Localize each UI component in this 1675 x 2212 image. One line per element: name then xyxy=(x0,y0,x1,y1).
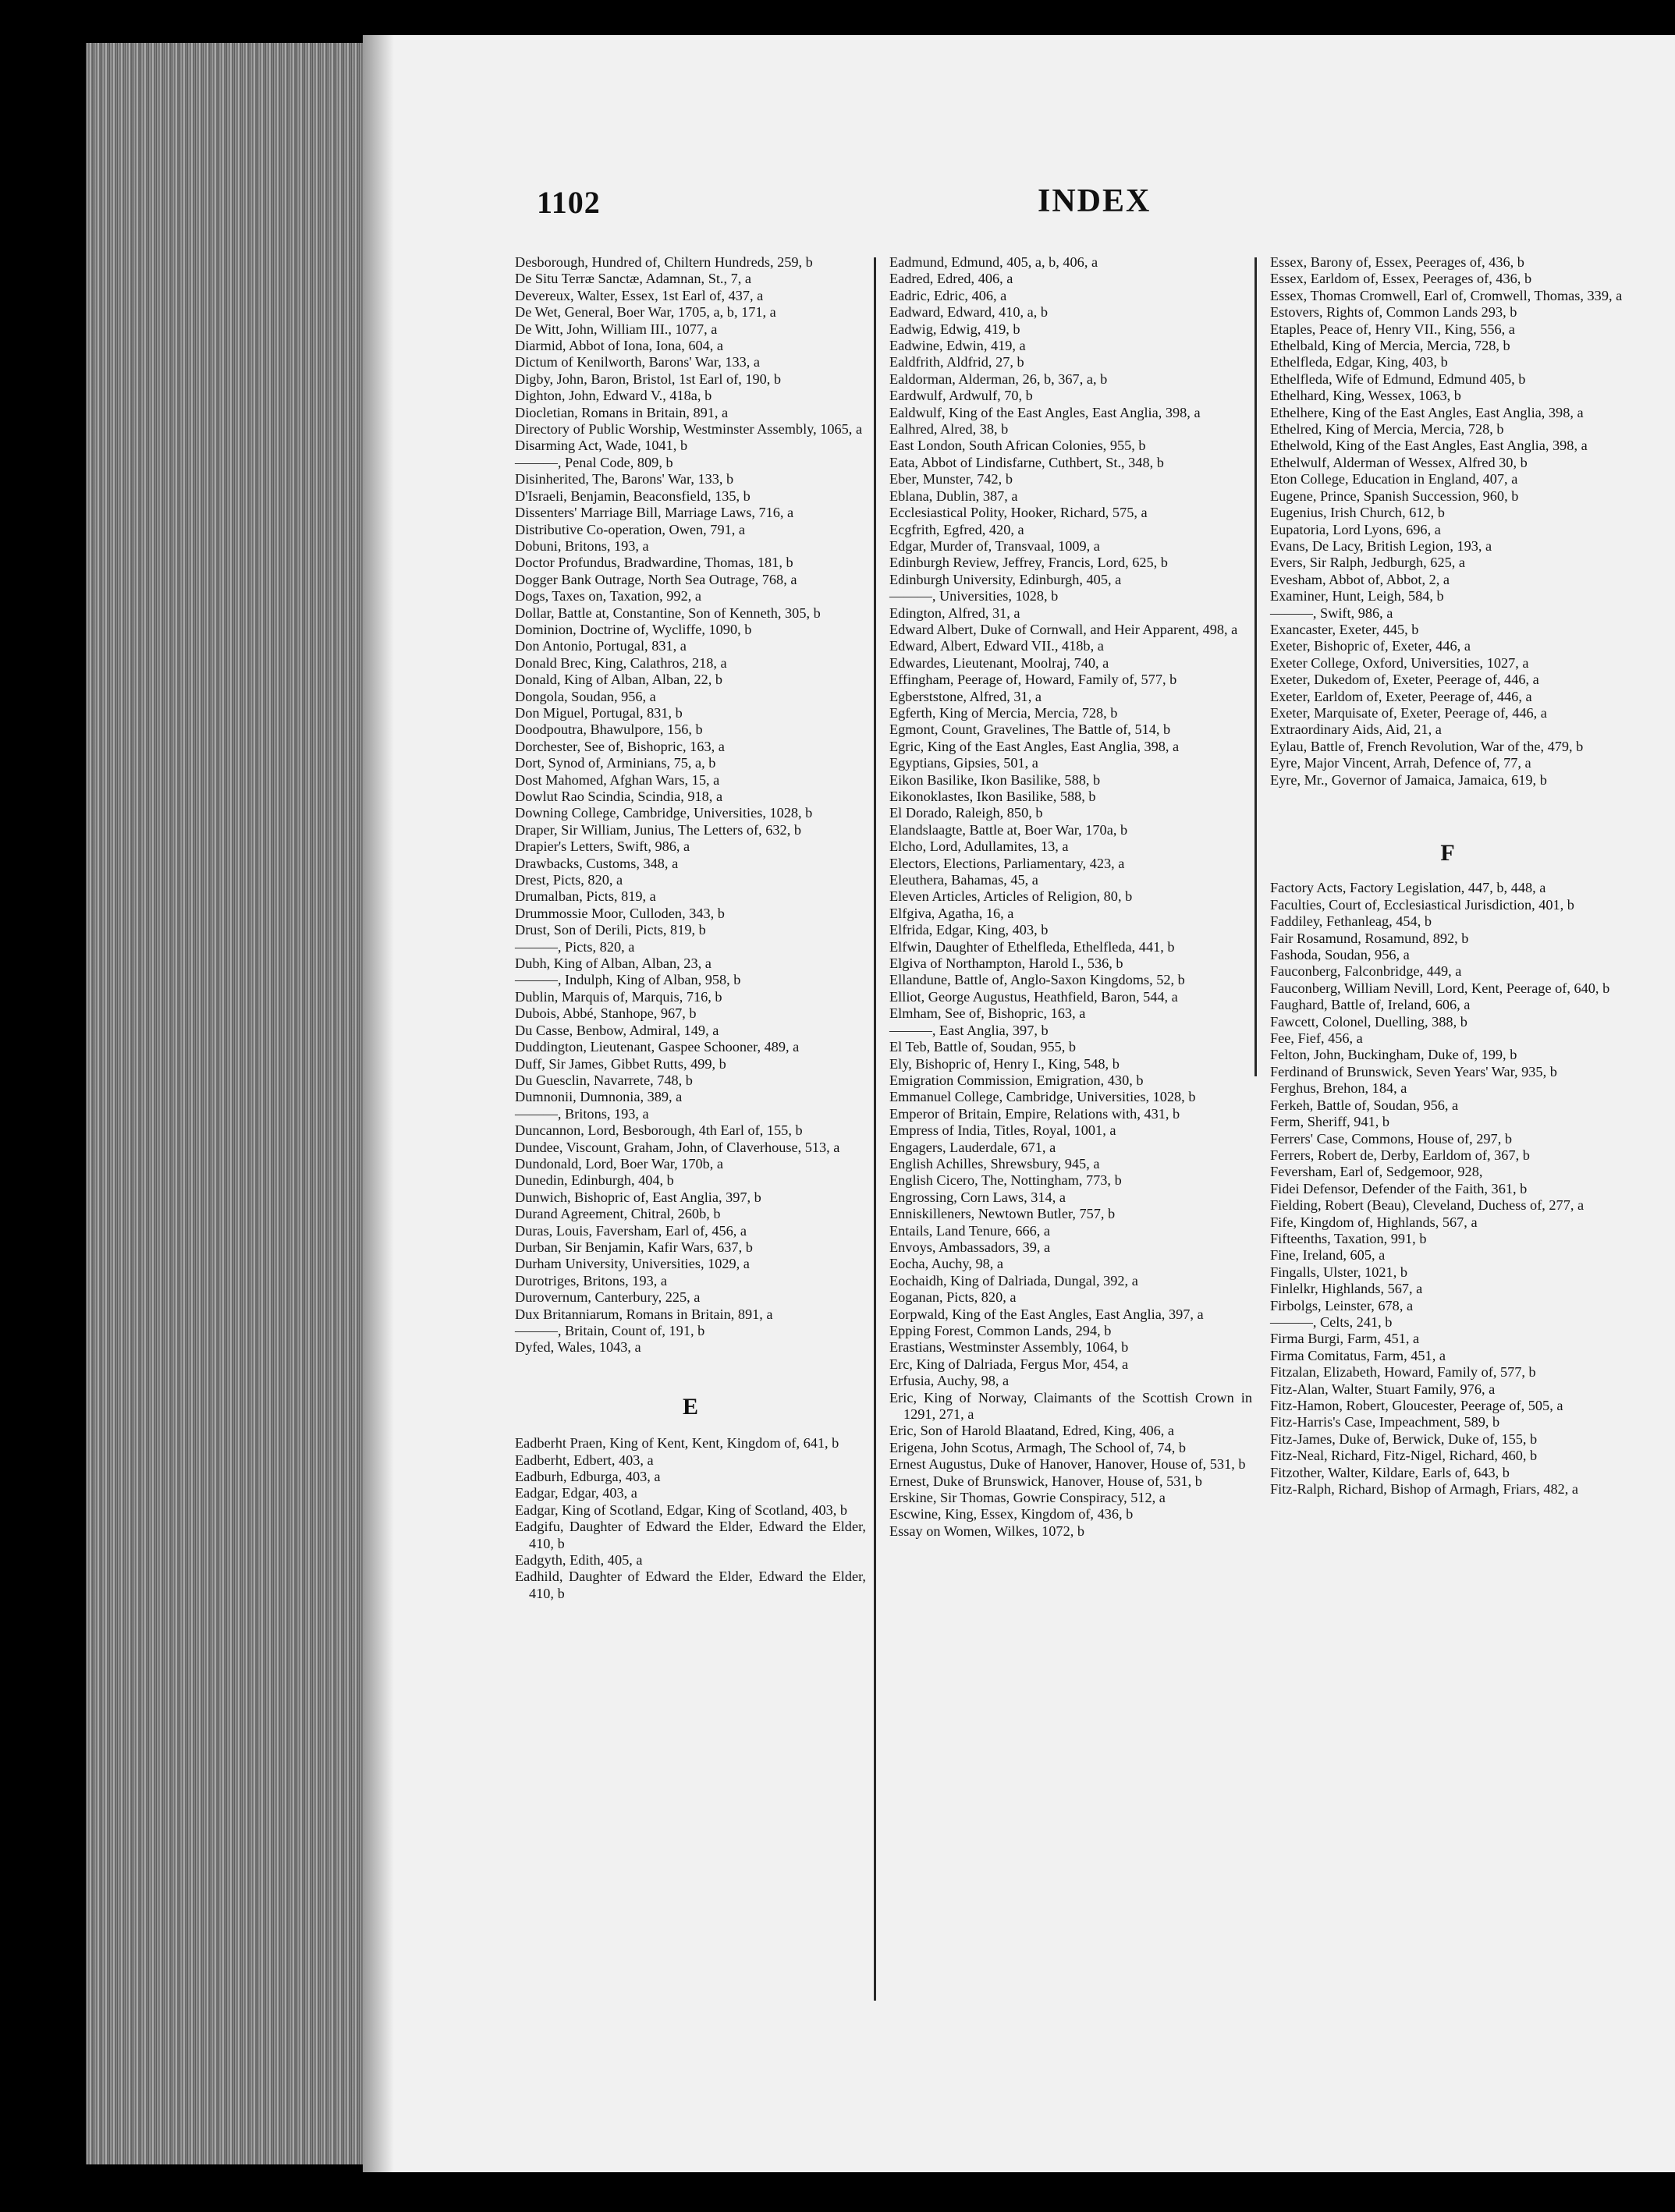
index-entry: Eadgifu, Daughter of Edward the Elder, Edward the Elder, 410, b xyxy=(515,1519,866,1551)
index-entry: Ferrers, Robert de, Derby, Earldom of, 367, b xyxy=(1270,1147,1530,1163)
index-entry: Ellandune, Battle of, Anglo-Saxon Kingdoms, 52, b xyxy=(889,972,1185,988)
column-rule-right xyxy=(1254,257,1257,1076)
index-entry: Directory of Public Worship, Westminster Assembly, 1065, a xyxy=(515,421,863,438)
index-entry: Exeter, Bishopric of, Exeter, 446, a xyxy=(1270,638,1471,654)
index-entry: Fitz-Ralph, Richard, Bishop of Armagh, Friars, 482, a xyxy=(1270,1481,1579,1498)
index-entry: Exancaster, Exeter, 445, b xyxy=(1270,621,1419,637)
index-entry: Eikon Basilike, Ikon Basilike, 588, b xyxy=(889,771,1101,788)
index-entry: Ferrers' Case, Commons, House of, 297, b xyxy=(1270,1130,1512,1147)
index-entry: Durban, Sir Benjamin, Kafir Wars, 637, b xyxy=(515,1239,753,1255)
index-entry: Ethelwold, King of the East Angles, East Anglia, 398, a xyxy=(1270,438,1588,454)
index-entry: El Dorado, Raleigh, 850, b xyxy=(889,805,1043,821)
index-entry: Edinburgh University, Edinburgh, 405, a xyxy=(889,571,1122,587)
index-entry: Diocletian, Romans in Britain, 891, a xyxy=(515,404,729,420)
index-entry: Durotriges, Britons, 193, a xyxy=(515,1272,667,1289)
index-entry: Dogs, Taxes on, Taxation, 992, a xyxy=(515,588,701,604)
index-entry: Fitz-James, Duke of, Berwick, Duke of, 155, b xyxy=(1270,1430,1538,1447)
index-entry: Electors, Elections, Parliamentary, 423, a xyxy=(889,855,1125,871)
index-entry: Fitz-Harris's Case, Impeachment, 589, b xyxy=(1270,1414,1500,1430)
index-column-3 xyxy=(1270,254,1625,1498)
index-entry: Ethelfleda, Wife of Edmund, Edmund 405, b xyxy=(1270,370,1526,387)
index-entry: Drumalban, Picts, 819, a xyxy=(515,888,656,905)
index-entry: Fair Rosamund, Rosamund, 892, b xyxy=(1270,930,1469,946)
index-entry: Eric, King of Norway, Claimants of the Scottish Crown in 1291, 271, a xyxy=(889,1389,1252,1423)
index-entry: Etaples, Peace of, Henry VII., King, 556, a xyxy=(1270,321,1515,337)
index-entry: Ethelhard, King, Wessex, 1063, b xyxy=(1270,388,1461,404)
index-entry: Donald Brec, King, Calathros, 218, a xyxy=(515,654,727,671)
index-entry: Felton, John, Buckingham, Duke of, 199, b xyxy=(1270,1047,1517,1063)
section-letter-heading: F xyxy=(1440,840,1455,866)
index-entry: Fine, Ireland, 605, a xyxy=(1270,1247,1386,1264)
index-entry: English Achilles, Shrewsbury, 945, a xyxy=(889,1155,1100,1172)
index-entry: Entails, Land Tenure, 666, a xyxy=(889,1222,1051,1239)
index-entry: Fee, Fief, 456, a xyxy=(1270,1030,1363,1047)
index-entry: De Witt, John, William III., 1077, a xyxy=(515,321,718,337)
index-entry: Eikonoklastes, Ikon Basilike, 588, b xyxy=(889,789,1096,804)
index-entry: Elgiva of Northampton, Harold I., 536, b xyxy=(889,955,1123,972)
index-entry: East London, South African Colonies, 955, b xyxy=(889,438,1146,454)
index-entry: Downing College, Cambridge, Universities, 1028, b xyxy=(515,805,813,821)
index-entry: Egmont, Count, Gravelines, The Battle of, 514, b xyxy=(889,721,1171,738)
index-entry: ———, Penal Code, 809, b xyxy=(515,454,673,470)
column-rule-left xyxy=(874,257,876,2001)
index-entry: Drest, Picts, 820, a xyxy=(515,872,623,888)
index-entry: Eupatoria, Lord Lyons, 696, a xyxy=(1270,521,1441,537)
index-entry: Empress of India, Titles, Royal, 1001, a xyxy=(889,1122,1116,1139)
index-entry: Dost Mahomed, Afghan Wars, 15, a xyxy=(515,771,720,788)
index-entry: Du Casse, Benbow, Admiral, 149, a xyxy=(515,1022,719,1038)
index-entry: Fifteenths, Taxation, 991, b xyxy=(1270,1230,1427,1246)
index-entry: Eyre, Major Vincent, Arrah, Defence of, 77, a xyxy=(1270,755,1531,771)
index-entry: Examiner, Hunt, Leigh, 584, b xyxy=(1270,588,1444,604)
index-entry: Duddington, Lieutenant, Gaspee Schooner, 489, a xyxy=(515,1039,800,1055)
index-entry: Eadward, Edward, 410, a, b xyxy=(889,304,1049,321)
index-entry: Eadgar, King of Scotland, Edgar, King of Scotland, 403, b xyxy=(515,1501,848,1518)
index-entry: Duncannon, Lord, Besborough, 4th Earl of, 155, b xyxy=(515,1122,803,1139)
index-entry: Extraordinary Aids, Aid, 21, a xyxy=(1270,721,1442,738)
index-entry: El Teb, Battle of, Soudan, 955, b xyxy=(889,1039,1077,1055)
index-entry: Dogger Bank Outrage, North Sea Outrage, 768, a xyxy=(515,571,797,587)
index-entry: Du Guesclin, Navarrete, 748, b xyxy=(515,1072,693,1088)
index-entry: Firbolgs, Leinster, 678, a xyxy=(1270,1297,1414,1313)
index-entry: Erfusia, Auchy, 98, a xyxy=(889,1373,1010,1389)
index-entry: Dumnonii, Dumnonia, 389, a xyxy=(515,1089,683,1105)
index-entry: Ferm, Sheriff, 941, b xyxy=(1270,1114,1390,1130)
index-entry: Firma Comitatus, Farm, 451, a xyxy=(1270,1347,1446,1363)
index-entry: Drust, Son of Derili, Picts, 819, b xyxy=(515,922,706,938)
index-entry: Eorpwald, King of the East Angles, East Anglia, 397, a xyxy=(889,1306,1204,1322)
index-entry: Durovernum, Canterbury, 225, a xyxy=(515,1289,701,1306)
index-entry: Disarming Act, Wade, 1041, b xyxy=(515,438,688,454)
index-entry: Ferkeh, Battle of, Soudan, 956, a xyxy=(1270,1097,1459,1113)
index-entry: Desborough, Hundred of, Chiltern Hundreds, 259, b xyxy=(515,254,813,270)
index-entry: Dundee, Viscount, Graham, John, of Claverhouse, 513, a xyxy=(515,1139,840,1155)
index-entry: Engrossing, Corn Laws, 314, a xyxy=(889,1189,1066,1205)
index-entry: Elcho, Lord, Adullamites, 13, a xyxy=(889,838,1069,855)
index-entry: Eadberht, Edbert, 403, a xyxy=(515,1452,654,1468)
index-entry: Essex, Earldom of, Essex, Peerages of, 436, b xyxy=(1270,271,1532,287)
index-entry: Dictum of Kenilworth, Barons' War, 133, a xyxy=(515,354,761,370)
index-entry: ———, Britons, 193, a xyxy=(515,1105,649,1122)
index-entry: Factory Acts, Factory Legislation, 447, b, 448, a xyxy=(1270,880,1546,896)
index-entry: English Cicero, The, Nottingham, 773, b xyxy=(889,1172,1122,1189)
index-entry: Eardwulf, Ardwulf, 70, b xyxy=(889,388,1033,404)
index-entry: Edinburgh Review, Jeffrey, Francis, Lord, 625, b xyxy=(889,555,1168,571)
index-entry: Eochaidh, King of Dalriada, Dungal, 392, a xyxy=(889,1272,1138,1289)
index-entry: Envoys, Ambassadors, 39, a xyxy=(889,1239,1051,1255)
index-entry: Elfwin, Daughter of Ethelfleda, Ethelfleda, 441, b xyxy=(889,938,1175,955)
index-entry: Essex, Barony of, Essex, Peerages of, 436, b xyxy=(1270,254,1524,270)
index-entry: Durand Agreement, Chitral, 260b, b xyxy=(515,1206,721,1222)
index-entry: Eber, Munster, 742, b xyxy=(889,471,1013,487)
index-entry: Drummossie Moor, Culloden, 343, b xyxy=(515,905,725,921)
index-entry: Dubh, King of Alban, Alban, 23, a xyxy=(515,955,712,972)
index-entry: Egberststone, Alfred, 31, a xyxy=(889,688,1042,704)
index-entry: Fitz-Hamon, Robert, Gloucester, Peerage of, 505, a xyxy=(1270,1398,1563,1413)
index-entry: Dux Britanniarum, Romans in Britain, 891, a xyxy=(515,1306,773,1322)
index-entry: Edgar, Murder of, Transvaal, 1009, a xyxy=(889,537,1100,554)
index-entry: Fauconberg, Falconbridge, 449, a xyxy=(1270,963,1462,980)
index-entry: Evers, Sir Ralph, Jedburgh, 625, a xyxy=(1270,555,1465,571)
index-entry: Durham University, Universities, 1029, a xyxy=(515,1256,750,1272)
index-entry: Faughard, Battle of, Ireland, 606, a xyxy=(1270,997,1471,1013)
index-entry: Emperor of Britain, Empire, Relations with, 431, b xyxy=(889,1105,1180,1122)
index-entry: Eadwine, Edwin, 419, a xyxy=(889,338,1026,354)
index-entry: Ealdwulf, King of the East Angles, East Anglia, 398, a xyxy=(889,404,1201,420)
section-letter-heading: E xyxy=(682,1393,698,1420)
index-entry: Ferdinand of Brunswick, Seven Years' War, 935, b xyxy=(1270,1063,1557,1079)
index-entry: Eocha, Auchy, 98, a xyxy=(889,1256,1004,1272)
index-entry: Eadhild, Daughter of Edward the Elder, Edward the Elder, 410, b xyxy=(515,1569,866,1601)
index-entry: Fashoda, Soudan, 956, a xyxy=(1270,947,1410,963)
page-number: 1102 xyxy=(537,185,601,220)
index-entry: Fitzother, Walter, Kildare, Earls of, 643, b xyxy=(1270,1464,1510,1480)
index-entry: ———, Picts, 820, a xyxy=(515,938,635,955)
index-entry: Dobuni, Britons, 193, a xyxy=(515,537,649,554)
index-entry: ———, East Anglia, 397, b xyxy=(889,1022,1049,1038)
index-entry: Ealhred, Alred, 38, b xyxy=(889,421,1009,438)
index-entry: Eyre, Mr., Governor of Jamaica, Jamaica, 619, b xyxy=(1270,771,1547,788)
index-entry: Eadmund, Edmund, 405, a, b, 406, a xyxy=(889,254,1098,270)
index-entry: Dublin, Marquis of, Marquis, 716, b xyxy=(515,988,722,1005)
index-entry: Essex, Thomas Cromwell, Earl of, Cromwell, Thomas, 339, a xyxy=(1270,287,1623,303)
index-entry: Devereux, Walter, Essex, 1st Earl of, 437, a xyxy=(515,287,764,303)
index-entry: Eadburh, Edburga, 403, a xyxy=(515,1469,661,1485)
index-entry: Dorchester, See of, Bishopric, 163, a xyxy=(515,738,725,754)
index-entry: Eadred, Edred, 406, a xyxy=(889,271,1013,287)
index-entry: Dominion, Doctrine of, Wycliffe, 1090, b xyxy=(515,621,752,637)
index-entry: Fielding, Robert (Beau), Cleveland, Duchess of, 277, a xyxy=(1270,1197,1585,1214)
index-entry: Eton College, Education in England, 407, a xyxy=(1270,471,1518,487)
index-entry: Dongola, Soudan, 956, a xyxy=(515,688,656,704)
index-entry: Elandslaagte, Battle at, Boer War, 170a, b xyxy=(889,821,1128,838)
index-entry: Eadberht Praen, King of Kent, Kent, Kingdom of, 641, b xyxy=(515,1435,839,1452)
index-entry: Dundonald, Lord, Boer War, 170b, a xyxy=(515,1155,724,1172)
index-entry: Egyptians, Gipsies, 501, a xyxy=(889,755,1038,771)
index-entry: Draper, Sir William, Junius, The Letters of, 632, b xyxy=(515,821,801,838)
index-entry: ———, Swift, 986, a xyxy=(1270,604,1393,621)
index-entry: Doctor Profundus, Bradwardine, Thomas, 181, b xyxy=(515,555,793,571)
index-entry: Erc, King of Dalriada, Fergus Mor, 454, a xyxy=(889,1356,1129,1372)
index-entry: Distributive Co-operation, Owen, 791, a xyxy=(515,521,745,537)
index-entry: Erskine, Sir Thomas, Gowrie Conspiracy, 512, a xyxy=(889,1490,1166,1506)
index-entry: Fife, Kingdom of, Highlands, 567, a xyxy=(1270,1214,1478,1230)
index-entry: Dollar, Battle at, Constantine, Son of Kenneth, 305, b xyxy=(515,604,821,621)
index-entry: Eleven Articles, Articles of Religion, 80, b xyxy=(889,888,1133,905)
index-entry: Dyfed, Wales, 1043, a xyxy=(515,1339,641,1356)
index-entry: Fawcett, Colonel, Duelling, 388, b xyxy=(1270,1013,1467,1030)
index-entry: Finlelkr, Highlands, 567, a xyxy=(1270,1281,1423,1297)
index-entry: Digby, John, Baron, Bristol, 1st Earl of, 190, b xyxy=(515,370,782,387)
index-entry: Ely, Bishopric of, Henry I., King, 548, b xyxy=(889,1055,1120,1072)
index-entry: Ethelfleda, Edgar, King, 403, b xyxy=(1270,354,1448,370)
index-entry: Diarmid, Abbot of Iona, Iona, 604, a xyxy=(515,338,724,354)
index-entry: Ealdorman, Alderman, 26, b, 367, a, b xyxy=(889,370,1108,387)
index-entry: Eugenius, Irish Church, 612, b xyxy=(1270,505,1445,521)
index-entry: Eadgyth, Edith, 405, a xyxy=(515,1552,643,1569)
index-entry: Eric, Son of Harold Blaatand, Edred, King, 406, a xyxy=(889,1423,1175,1439)
index-entry: Engagers, Lauderdale, 671, a xyxy=(889,1139,1056,1155)
index-entry: ———, Britain, Count of, 191, b xyxy=(515,1323,705,1338)
index-entry: Eleuthera, Bahamas, 45, a xyxy=(889,872,1038,888)
index-entry: Dort, Synod of, Arminians, 75, a, b xyxy=(515,755,716,771)
index-entry: ———, Indulph, King of Alban, 958, b xyxy=(515,972,741,988)
index-entry: Ecgfrith, Egfred, 420, a xyxy=(889,521,1024,537)
index-entry: Eoganan, Picts, 820, a xyxy=(889,1289,1017,1306)
index-entry: Exeter College, Oxford, Universities, 1027, a xyxy=(1270,654,1529,671)
index-entry: Fitz-Alan, Walter, Stuart Family, 976, a xyxy=(1270,1381,1496,1397)
book-page-edges xyxy=(86,43,367,2164)
index-entry: Fingalls, Ulster, 1021, b xyxy=(1270,1264,1407,1280)
index-entry: Fauconberg, William Nevill, Lord, Kent, Peerage of, 640, b xyxy=(1270,980,1610,996)
index-column-2 xyxy=(889,254,1252,1540)
index-entry: Faculties, Court of, Ecclesiastical Jurisdiction, 401, b xyxy=(1270,896,1574,913)
index-entry: Fitz-Neal, Richard, Fitz-Nigel, Richard, 460, b xyxy=(1270,1448,1538,1464)
gutter-shadow xyxy=(363,35,394,2172)
index-entry: Duras, Louis, Faversham, Earl of, 456, a xyxy=(515,1222,747,1239)
index-entry: Edington, Alfred, 31, a xyxy=(889,604,1020,621)
index-entry: Ethelhere, King of the East Angles, East Anglia, 398, a xyxy=(1270,404,1584,420)
index-entry: Dighton, John, Edward V., 418a, b xyxy=(515,388,712,404)
index-entry: Fidei Defensor, Defender of the Faith, 361, b xyxy=(1270,1180,1528,1196)
index-entry: De Situ Terræ Sanctæ, Adamnan, St., 7, a xyxy=(515,271,752,287)
index-entry: Feversham, Earl of, Sedgemoor, 928, xyxy=(1270,1164,1483,1180)
index-entry: Essay on Women, Wilkes, 1072, b xyxy=(889,1523,1084,1539)
index-entry: Dunedin, Edinburgh, 404, b xyxy=(515,1172,674,1189)
index-entry: Emmanuel College, Cambridge, Universities, 1028, b xyxy=(889,1089,1196,1105)
index-entry: Doodpoutra, Bhawulpore, 156, b xyxy=(515,721,703,738)
index-entry: Enniskilleners, Newtown Butler, 757, b xyxy=(889,1206,1116,1222)
index-entry: Eadgar, Edgar, 403, a xyxy=(515,1485,637,1501)
index-entry: ———, Universities, 1028, b xyxy=(889,588,1059,604)
index-entry: Ealdfrith, Aldfrid, 27, b xyxy=(889,354,1024,370)
index-entry: Edward Albert, Duke of Cornwall, and Heir Apparent, 498, a xyxy=(889,621,1238,637)
index-entry: Eadric, Edric, 406, a xyxy=(889,287,1007,303)
index-entry: Ethelwulf, Alderman of Wessex, Alfred 30, b xyxy=(1270,454,1528,470)
index-entry: Eata, Abbot of Lindisfarne, Cuthbert, St., 348, b xyxy=(889,454,1164,470)
index-entry: Escwine, King, Essex, Kingdom of, 436, b xyxy=(889,1506,1134,1523)
index-entry: De Wet, General, Boer War, 1705, a, b, 171, a xyxy=(515,304,776,321)
index-entry: Eadwig, Edwig, 419, b xyxy=(889,321,1020,337)
index-entry: Fitzalan, Elizabeth, Howard, Family of, 577, b xyxy=(1270,1364,1536,1381)
index-entry: Edwardes, Lieutenant, Moolraj, 740, a xyxy=(889,654,1109,671)
index-entry: Elfgiva, Agatha, 16, a xyxy=(889,905,1014,921)
index-entry: Ecclesiastical Polity, Hooker, Richard, 575, a xyxy=(889,505,1148,521)
index-entry: Evans, De Lacy, British Legion, 193, a xyxy=(1270,537,1492,554)
running-title: INDEX xyxy=(1038,183,1152,219)
index-entry: Don Antonio, Portugal, 831, a xyxy=(515,638,687,654)
index-entry: Elliot, George Augustus, Heathfield, Baron, 544, a xyxy=(889,988,1178,1005)
index-entry: Elmham, See of, Bishopric, 163, a xyxy=(889,1005,1086,1022)
index-entry: Egric, King of the East Angles, East Anglia, 398, a xyxy=(889,738,1180,754)
index-entry: Erigena, John Scotus, Armagh, The School of, 74, b xyxy=(889,1439,1186,1455)
index-entry: Donald, King of Alban, Alban, 22, b xyxy=(515,672,723,688)
index-entry: Ernest, Duke of Brunswick, Hanover, House of, 531, b xyxy=(889,1473,1202,1489)
index-entry: Exeter, Marquisate of, Exeter, Peerage of, 446, a xyxy=(1270,704,1547,721)
index-entry: Eugene, Prince, Spanish Succession, 960, b xyxy=(1270,487,1519,504)
index-entry: Effingham, Peerage of, Howard, Family of, 577, b xyxy=(889,672,1177,688)
index-entry: Emigration Commission, Emigration, 430, b xyxy=(889,1072,1144,1088)
index-entry: Dubois, Abbé, Stanhope, 967, b xyxy=(515,1005,697,1022)
index-entry: Elfrida, Edgar, King, 403, b xyxy=(889,922,1049,938)
index-entry: ———, Celts, 241, b xyxy=(1270,1313,1393,1330)
index-entry: Eylau, Battle of, French Revolution, War of the, 479, b xyxy=(1270,738,1584,754)
index-entry: Faddiley, Fethanleag, 454, b xyxy=(1270,913,1432,930)
index-entry: Ethelbald, King of Mercia, Mercia, 728, b xyxy=(1270,338,1510,354)
index-entry: Ethelred, King of Mercia, Mercia, 728, b xyxy=(1270,421,1504,438)
index-entry: Duff, Sir James, Gibbet Rutts, 499, b xyxy=(515,1055,726,1072)
index-column-1 xyxy=(515,254,866,1602)
index-entry: Exeter, Earldom of, Exeter, Peerage of, 446, a xyxy=(1270,688,1532,704)
index-entry: Dunwich, Bishopric of, East Anglia, 397, b xyxy=(515,1189,761,1205)
index-entry: Evesham, Abbot of, Abbot, 2, a xyxy=(1270,571,1450,587)
index-entry: Erastians, Westminster Assembly, 1064, b xyxy=(889,1339,1129,1356)
index-entry: Don Miguel, Portugal, 831, b xyxy=(515,704,683,721)
index-entry: Firma Burgi, Farm, 451, a xyxy=(1270,1331,1420,1347)
index-entry: Drawbacks, Customs, 348, a xyxy=(515,855,679,871)
index-entry: Ernest Augustus, Duke of Hanover, Hanover, House of, 531, b xyxy=(889,1456,1246,1473)
index-entry: Exeter, Dukedom of, Exeter, Peerage of, 446, a xyxy=(1270,672,1539,688)
index-entry: Dowlut Rao Scindia, Scindia, 918, a xyxy=(515,789,723,804)
index-entry: Disinherited, The, Barons' War, 133, b xyxy=(515,471,734,487)
index-entry: Epping Forest, Common Lands, 294, b xyxy=(889,1323,1112,1338)
index-entry: Ferghus, Brehon, 184, a xyxy=(1270,1080,1407,1097)
index-entry: Drapier's Letters, Swift, 986, a xyxy=(515,838,690,855)
index-entry: Estovers, Rights of, Common Lands 293, b xyxy=(1270,304,1517,321)
index-entry: Dissenters' Marriage Bill, Marriage Laws, 716, a xyxy=(515,505,794,521)
index-entry: Egferth, King of Mercia, Mercia, 728, b xyxy=(889,704,1118,721)
index-entry: Edward, Albert, Edward VII., 418b, a xyxy=(889,638,1104,654)
index-entry: Eblana, Dublin, 387, a xyxy=(889,487,1018,504)
index-entry: D'Israeli, Benjamin, Beaconsfield, 135, b xyxy=(515,487,751,504)
